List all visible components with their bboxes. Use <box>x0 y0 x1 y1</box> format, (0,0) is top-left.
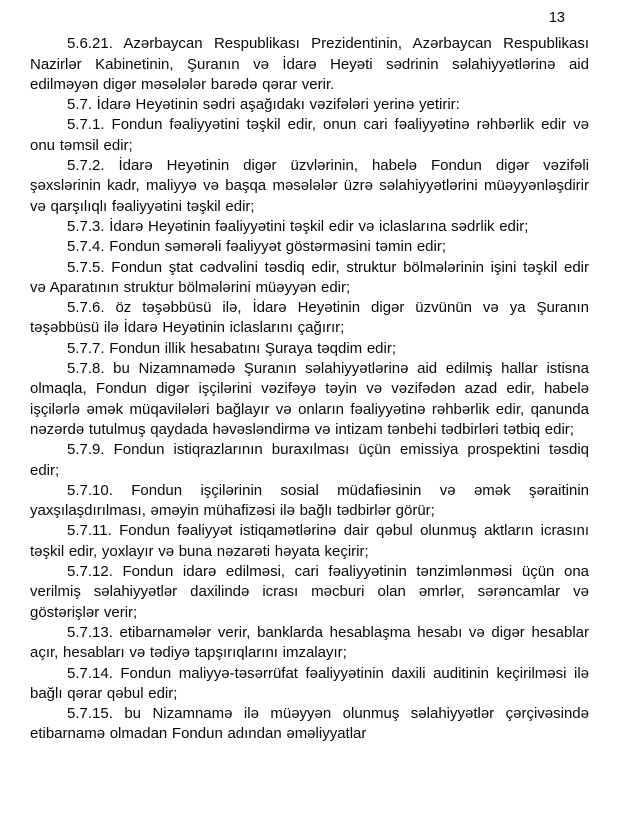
paragraph-5-7: 5.7. İdarə Heyətinin sədri aşağıdakı vəzifələri yerinə yetirir: <box>67 96 460 114</box>
paragraph-5-7-12: 5.7.12. Fondun idarə edilməsi, cari fəaliyyətinin tənzimlənməsi üçün ona verilmiş səlahiyyətlər daxilində icrası məcburi olan əmrlər, sərəncamlar və göstərişlər verir; <box>30 563 589 621</box>
paragraph-5-7-13: 5.7.13. etibarnamələr verir, banklarda hesablaşma hesabı və digər hesablar açır, hesabları və tədiyə tapşırıqlarını imzalayır; <box>30 623 589 662</box>
paragraph-5-7-15: 5.7.15. bu Nizamnamə ilə müəyyən olunmuş səlahiyyətlər çərçivəsində etibarnamə olmadan Fondun adından əməliyyatlar <box>30 705 589 743</box>
page-number: 13 <box>548 10 565 26</box>
paragraph-5-7-9: 5.7.9. Fondun istiqrazlarının buraxılması üçün emissiya prospektini təsdiq edir; <box>30 441 589 479</box>
paragraph-5-7-8: 5.7.8. bu Nizamnamədə Şuranın səlahiyyətlərinə aid edilmiş hallar istisna olmaqla, Fondun digər işçilərini vəzifəyə təyin və vəzifədən azad edir, habelə işçilərlə əmək müqavilələri bağlayır və onların fəaliyyətinə rəhbərlik edir, qanunda nəzərdə tutulmuş qaydada həvəsləndirmə və intizam tənbehi tədbirləri tətbiq edir; <box>30 360 589 438</box>
paragraph-5-7-4: 5.7.4. Fondun səmərəli fəaliyyət göstərməsini təmin edir; <box>67 238 447 256</box>
paragraph-5-6-21: 5.6.21. Azərbaycan Respublikası Prezidentinin, Azərbaycan Respublikası Nazirlər Kabinetinin, Şuranın və İdarə Heyəti sədrinin səlahiyyətlərinə aid edilməyən digər məsələlər barədə qərar verir. <box>30 35 589 93</box>
paragraph-5-7-3: 5.7.3. İdarə Heyətinin fəaliyyətini təşkil edir və iclaslarına sədrlik edir; <box>67 217 529 235</box>
paragraph-5-7-1: 5.7.1. Fondun fəaliyyətini təşkil edir, onun cari fəaliyyətinə rəhbərlik edir və onu təmsil edir; <box>30 116 589 154</box>
document-body <box>30 34 589 744</box>
paragraph-5-7-10: 5.7.10. Fondun işçilərinin sosial müdafiəsinin və əmək şəraitinin yaxşılaşdırılması, əməyin mühafizəsi ilə bağlı tədbirlər görür; <box>30 481 589 520</box>
paragraph-5-7-2: 5.7.2. İdarə Heyətinin digər üzvlərinin, habelə Fondun digər vəzifəli şəxslərinin kadr, maliyyə və başqa məsələlər üzrə səlahiyyətlərini müəyyənləşdirir və qarşılıqlı fəaliyyətini təşkil edir; <box>30 157 589 215</box>
paragraph-5-7-11: 5.7.11. Fondun fəaliyyət istiqamətlərinə dair qəbul olunmuş aktların icrasını təşkil edir, yoxlayır və buna nəzarəti həyata keçirir; <box>30 522 589 560</box>
paragraph-5-7-14: 5.7.14. Fondun maliyyə-təsərrüfat fəaliyyətinin daxili auditinin keçirilməsi ilə bağlı qərar qəbul edir; <box>30 664 589 702</box>
paragraph-5-7-5: 5.7.5. Fondun ştat cədvəlini təsdiq edir, struktur bölmələrinin işini təşkil edir və Aparatının struktur bölmələrini müəyyən edir; <box>30 258 589 296</box>
paragraph-5-7-7: 5.7.7. Fondun illik hesabatını Şuraya təqdim edir; <box>67 339 397 357</box>
paragraph-5-7-6: 5.7.6. öz təşəbbüsü ilə, İdarə Heyətinin digər üzvünün və ya Şuranın təşəbbüsü ilə İdarə Heyətinin iclaslarını çağırır; <box>30 299 589 337</box>
